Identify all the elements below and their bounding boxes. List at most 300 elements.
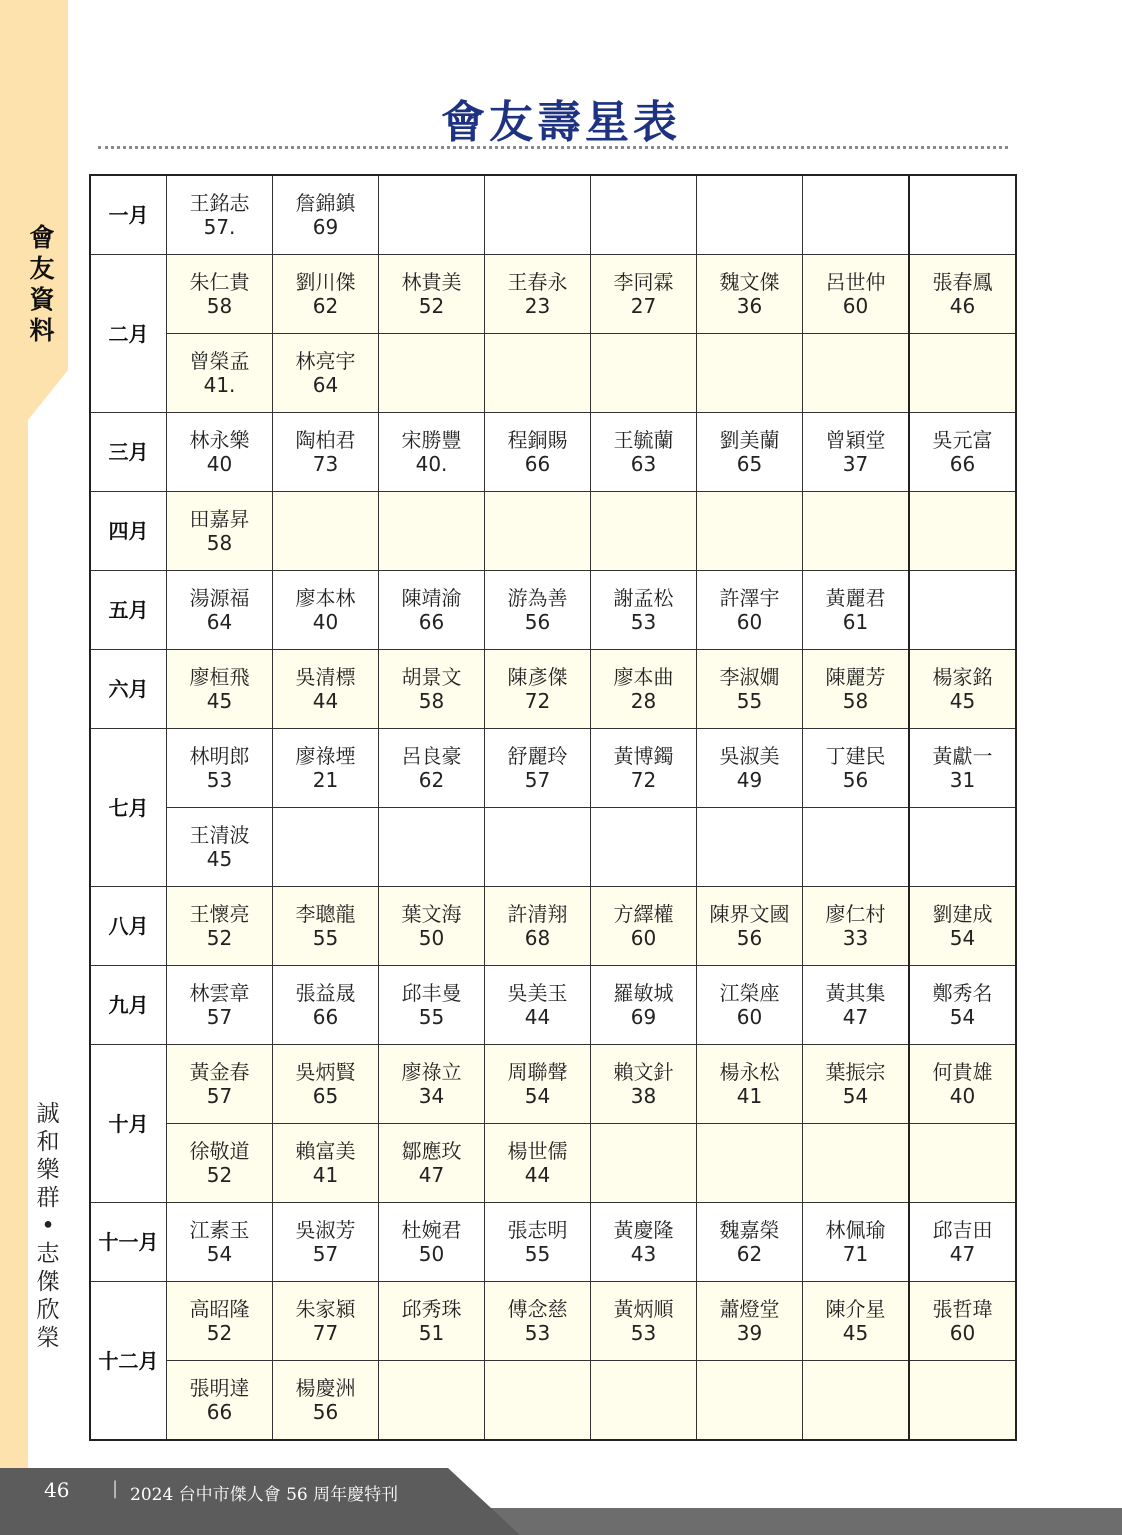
member-cell xyxy=(379,650,485,729)
member-cell xyxy=(273,1361,379,1441)
member-name: 黃麗君 xyxy=(825,586,886,610)
member-cell xyxy=(485,571,591,650)
member-cell xyxy=(803,1282,910,1361)
member-cell xyxy=(591,413,697,492)
member-cell xyxy=(803,887,910,966)
member-age: 41. xyxy=(203,373,236,397)
empty-cell xyxy=(697,808,803,887)
member-age: 62 xyxy=(418,768,445,792)
member-name: 王毓蘭 xyxy=(613,428,674,452)
member-name: 程銅賜 xyxy=(507,428,568,452)
table-row xyxy=(90,808,1016,887)
member-name: 方繹權 xyxy=(613,902,674,926)
member-cell xyxy=(485,1203,591,1282)
member-name: 邱吉田 xyxy=(932,1218,993,1242)
member-age: 57 xyxy=(312,1242,339,1266)
member-name: 楊慶洲 xyxy=(295,1376,356,1400)
motto-char: 欣 xyxy=(36,1297,60,1323)
member-name: 何貴雄 xyxy=(932,1060,993,1084)
member-cell xyxy=(167,413,273,492)
member-age: 53 xyxy=(630,610,657,634)
member-name: 張明達 xyxy=(189,1376,250,1400)
member-cell xyxy=(803,413,910,492)
member-age: 43 xyxy=(630,1242,657,1266)
table-row xyxy=(90,729,1016,808)
member-cell xyxy=(379,1045,485,1124)
member-name: 楊家銘 xyxy=(932,665,993,689)
month-label: 十二月 xyxy=(90,1282,167,1441)
motto-char: 樂 xyxy=(36,1157,60,1183)
month-label: 九月 xyxy=(90,966,167,1045)
member-name: 許澤宇 xyxy=(719,586,780,610)
member-name: 劉美蘭 xyxy=(719,428,780,452)
member-cell xyxy=(167,887,273,966)
member-age: 55 xyxy=(736,689,763,713)
member-age: 54 xyxy=(206,1242,233,1266)
member-age: 62 xyxy=(736,1242,763,1266)
member-cell xyxy=(909,1045,1016,1124)
member-cell xyxy=(697,887,803,966)
table-row xyxy=(90,1124,1016,1203)
empty-cell xyxy=(591,1124,697,1203)
member-age: 31 xyxy=(949,768,976,792)
member-cell xyxy=(273,966,379,1045)
member-name: 吳元富 xyxy=(932,428,993,452)
member-age: 47 xyxy=(949,1242,976,1266)
member-age: 66 xyxy=(524,452,551,476)
member-name: 張春鳳 xyxy=(932,270,993,294)
member-cell xyxy=(167,255,273,334)
member-cell xyxy=(273,650,379,729)
member-age: 71 xyxy=(842,1242,869,1266)
month-label: 十月 xyxy=(90,1045,167,1203)
member-name: 賴富美 xyxy=(295,1139,356,1163)
member-age: 40 xyxy=(312,610,339,634)
member-age: 57 xyxy=(524,768,551,792)
member-age: 56 xyxy=(842,768,869,792)
member-name: 林明郎 xyxy=(189,744,250,768)
member-age: 50 xyxy=(418,1242,445,1266)
member-cell xyxy=(803,1045,910,1124)
member-age: 37 xyxy=(842,452,869,476)
member-cell xyxy=(591,1045,697,1124)
member-cell xyxy=(803,571,910,650)
member-age: 58 xyxy=(418,689,445,713)
member-name: 李聰龍 xyxy=(295,902,356,926)
member-cell xyxy=(379,255,485,334)
empty-cell xyxy=(909,334,1016,413)
member-age: 53 xyxy=(630,1321,657,1345)
member-age: 45 xyxy=(206,689,233,713)
member-name: 魏嘉榮 xyxy=(719,1218,780,1242)
member-name: 吳炳賢 xyxy=(295,1060,356,1084)
member-name: 張志明 xyxy=(507,1218,568,1242)
member-cell xyxy=(167,1361,273,1441)
member-age: 56 xyxy=(312,1400,339,1424)
empty-cell xyxy=(697,1124,803,1203)
member-age: 52 xyxy=(206,1321,233,1345)
member-name: 曾穎堂 xyxy=(825,428,886,452)
member-cell xyxy=(167,571,273,650)
member-cell xyxy=(273,255,379,334)
member-age: 54 xyxy=(949,1005,976,1029)
table-row xyxy=(90,255,1016,334)
member-name: 湯源福 xyxy=(189,586,250,610)
member-name: 陳麗芳 xyxy=(825,665,886,689)
member-cell xyxy=(379,729,485,808)
member-name: 游為善 xyxy=(507,586,568,610)
table-row xyxy=(90,1361,1016,1441)
member-age: 55 xyxy=(418,1005,445,1029)
empty-cell xyxy=(697,1361,803,1441)
member-name: 黃獻一 xyxy=(932,744,993,768)
member-age: 64 xyxy=(206,610,233,634)
member-name: 張哲瑋 xyxy=(932,1297,993,1321)
member-age: 23 xyxy=(524,294,551,318)
member-age: 41 xyxy=(312,1163,339,1187)
member-cell xyxy=(167,729,273,808)
member-cell xyxy=(485,1282,591,1361)
member-cell xyxy=(379,1282,485,1361)
member-name: 陶柏君 xyxy=(295,428,356,452)
member-age: 55 xyxy=(524,1242,551,1266)
member-name: 江榮座 xyxy=(719,981,780,1005)
member-name: 吳清標 xyxy=(295,665,356,689)
month-label: 四月 xyxy=(90,492,167,571)
member-cell xyxy=(167,966,273,1045)
member-age: 58 xyxy=(842,689,869,713)
member-age: 57 xyxy=(206,1084,233,1108)
footer-separator: | xyxy=(112,1478,119,1499)
empty-cell xyxy=(909,1361,1016,1441)
member-cell xyxy=(273,1282,379,1361)
member-name: 詹錦鎮 xyxy=(295,191,356,215)
member-name: 陳靖渝 xyxy=(401,586,462,610)
member-age: 21 xyxy=(312,768,339,792)
member-name: 蕭燈堂 xyxy=(719,1297,780,1321)
member-name: 舒麗玲 xyxy=(507,744,568,768)
member-age: 44 xyxy=(312,689,339,713)
empty-cell xyxy=(379,808,485,887)
motto-char: 志 xyxy=(36,1241,60,1267)
member-name: 楊世儒 xyxy=(507,1139,568,1163)
member-age: 53 xyxy=(524,1321,551,1345)
member-name: 林佩瑜 xyxy=(825,1218,886,1242)
member-name: 杜婉君 xyxy=(401,1218,462,1242)
empty-cell xyxy=(803,175,910,255)
member-cell xyxy=(485,255,591,334)
member-age: 56 xyxy=(736,926,763,950)
table-row xyxy=(90,887,1016,966)
member-age: 63 xyxy=(630,452,657,476)
empty-cell xyxy=(485,1361,591,1441)
member-cell xyxy=(485,729,591,808)
member-age: 40 xyxy=(206,452,233,476)
member-cell xyxy=(803,255,910,334)
empty-cell xyxy=(909,492,1016,571)
member-name: 王銘志 xyxy=(189,191,250,215)
member-cell xyxy=(803,729,910,808)
member-cell xyxy=(697,1282,803,1361)
empty-cell xyxy=(485,334,591,413)
member-age: 47 xyxy=(842,1005,869,1029)
member-cell xyxy=(273,1045,379,1124)
publication-title: 2024 台中市傑人會 56 周年慶特刊 xyxy=(130,1485,399,1505)
empty-cell xyxy=(909,1124,1016,1203)
member-cell xyxy=(273,175,379,255)
member-age: 60 xyxy=(736,610,763,634)
member-cell xyxy=(591,255,697,334)
member-cell xyxy=(697,1203,803,1282)
member-name: 廖仁村 xyxy=(825,902,886,926)
member-cell xyxy=(167,1124,273,1203)
table-row xyxy=(90,492,1016,571)
member-age: 52 xyxy=(418,294,445,318)
table-row xyxy=(90,334,1016,413)
member-name: 李淑嫺 xyxy=(719,665,780,689)
member-age: 40 xyxy=(949,1084,976,1108)
member-name: 許清翔 xyxy=(507,902,568,926)
member-age: 60 xyxy=(842,294,869,318)
member-name: 李同霖 xyxy=(613,270,674,294)
member-name: 陳彥傑 xyxy=(507,665,568,689)
member-name: 王清波 xyxy=(189,823,250,847)
member-cell xyxy=(167,808,273,887)
member-name: 廖祿立 xyxy=(401,1060,462,1084)
member-age: 28 xyxy=(630,689,657,713)
member-cell xyxy=(167,650,273,729)
member-age: 73 xyxy=(312,452,339,476)
member-cell xyxy=(697,255,803,334)
member-name: 廖祿堙 xyxy=(295,744,356,768)
member-name: 徐敬道 xyxy=(189,1139,250,1163)
member-cell xyxy=(591,887,697,966)
member-name: 廖桓飛 xyxy=(189,665,250,689)
member-cell xyxy=(379,887,485,966)
empty-cell xyxy=(591,1361,697,1441)
member-name: 林雲章 xyxy=(189,981,250,1005)
member-name: 鄒應玫 xyxy=(401,1139,462,1163)
member-cell xyxy=(909,966,1016,1045)
member-age: 64 xyxy=(312,373,339,397)
member-age: 34 xyxy=(418,1084,445,1108)
motto-char: 和 xyxy=(36,1129,60,1155)
member-cell xyxy=(697,729,803,808)
empty-cell xyxy=(909,571,1016,650)
member-name: 宋勝豐 xyxy=(401,428,462,452)
member-age: 77 xyxy=(312,1321,339,1345)
member-age: 72 xyxy=(630,768,657,792)
member-age: 54 xyxy=(842,1084,869,1108)
member-age: 46 xyxy=(949,294,976,318)
table-row xyxy=(90,571,1016,650)
empty-cell xyxy=(379,175,485,255)
month-label: 三月 xyxy=(90,413,167,492)
member-name: 吳淑芳 xyxy=(295,1218,356,1242)
member-cell xyxy=(167,175,273,255)
member-cell xyxy=(909,650,1016,729)
member-age: 54 xyxy=(949,926,976,950)
empty-cell xyxy=(485,808,591,887)
member-cell xyxy=(697,1045,803,1124)
member-cell xyxy=(379,413,485,492)
table-row xyxy=(90,1282,1016,1361)
member-age: 65 xyxy=(736,452,763,476)
member-age: 66 xyxy=(949,452,976,476)
member-name: 朱家潁 xyxy=(295,1297,356,1321)
member-name: 丁建民 xyxy=(825,744,886,768)
table-row xyxy=(90,175,1016,255)
member-name: 胡景文 xyxy=(401,665,462,689)
member-age: 69 xyxy=(630,1005,657,1029)
member-age: 45 xyxy=(949,689,976,713)
month-label: 八月 xyxy=(90,887,167,966)
member-cell xyxy=(591,650,697,729)
page-number: 46 xyxy=(44,1478,70,1502)
member-cell xyxy=(485,1124,591,1203)
member-name: 邱秀珠 xyxy=(401,1297,462,1321)
member-name: 劉建成 xyxy=(932,902,993,926)
empty-cell xyxy=(591,175,697,255)
empty-cell xyxy=(379,334,485,413)
member-name: 朱仁貴 xyxy=(189,270,250,294)
section-label: 會友資料 xyxy=(29,223,55,345)
empty-cell xyxy=(379,492,485,571)
member-age: 36 xyxy=(736,294,763,318)
member-name: 吳美玉 xyxy=(507,981,568,1005)
empty-cell xyxy=(697,492,803,571)
member-age: 55 xyxy=(312,926,339,950)
member-cell xyxy=(273,413,379,492)
member-age: 27 xyxy=(630,294,657,318)
section-tab xyxy=(0,0,68,420)
motto-char: • xyxy=(41,1213,55,1239)
motto-char: 誠 xyxy=(36,1101,60,1127)
member-name: 黃金春 xyxy=(189,1060,250,1084)
member-cell xyxy=(909,1203,1016,1282)
member-cell xyxy=(697,571,803,650)
member-cell xyxy=(591,966,697,1045)
member-name: 呂世仲 xyxy=(825,270,886,294)
member-cell xyxy=(167,334,273,413)
member-name: 王懷亮 xyxy=(189,902,250,926)
member-age: 53 xyxy=(206,768,233,792)
empty-cell xyxy=(273,808,379,887)
member-age: 58 xyxy=(206,531,233,555)
month-label: 七月 xyxy=(90,729,167,887)
member-cell xyxy=(273,334,379,413)
empty-cell xyxy=(379,1361,485,1441)
member-cell xyxy=(273,887,379,966)
member-name: 傅念慈 xyxy=(507,1297,568,1321)
member-cell xyxy=(485,413,591,492)
member-cell xyxy=(697,650,803,729)
table-row xyxy=(90,966,1016,1045)
member-cell xyxy=(591,1282,697,1361)
member-name: 張益晟 xyxy=(295,981,356,1005)
member-name: 江素玉 xyxy=(189,1218,250,1242)
member-cell xyxy=(379,571,485,650)
empty-cell xyxy=(697,334,803,413)
member-age: 62 xyxy=(312,294,339,318)
member-name: 陳介星 xyxy=(825,1297,886,1321)
member-name: 魏文傑 xyxy=(719,270,780,294)
member-cell xyxy=(485,887,591,966)
member-cell xyxy=(909,729,1016,808)
member-name: 劉川傑 xyxy=(295,270,356,294)
member-name: 葉文海 xyxy=(401,902,462,926)
member-age: 41 xyxy=(736,1084,763,1108)
member-age: 39 xyxy=(736,1321,763,1345)
member-age: 56 xyxy=(524,610,551,634)
empty-cell xyxy=(803,334,910,413)
member-age: 60 xyxy=(630,926,657,950)
member-cell xyxy=(379,1124,485,1203)
member-name: 林永樂 xyxy=(189,428,250,452)
member-name: 田嘉昇 xyxy=(189,507,250,531)
member-name: 賴文針 xyxy=(613,1060,674,1084)
member-name: 邱丰曼 xyxy=(401,981,462,1005)
member-cell xyxy=(803,650,910,729)
empty-cell xyxy=(803,1361,910,1441)
member-name: 吳淑美 xyxy=(719,744,780,768)
member-name: 謝孟松 xyxy=(613,586,674,610)
empty-cell xyxy=(485,175,591,255)
member-name: 呂良豪 xyxy=(401,744,462,768)
empty-cell xyxy=(803,492,910,571)
member-name: 高昭隆 xyxy=(189,1297,250,1321)
member-name: 黃炳順 xyxy=(613,1297,674,1321)
member-cell xyxy=(909,1282,1016,1361)
table-row xyxy=(90,1203,1016,1282)
empty-cell xyxy=(909,175,1016,255)
page-title: 會友壽星表 xyxy=(441,97,681,148)
member-name: 黃其集 xyxy=(825,981,886,1005)
empty-cell xyxy=(803,1124,910,1203)
member-age: 52 xyxy=(206,926,233,950)
empty-cell xyxy=(273,492,379,571)
member-age: 49 xyxy=(736,768,763,792)
member-name: 黃慶隆 xyxy=(613,1218,674,1242)
member-age: 45 xyxy=(842,1321,869,1345)
member-age: 65 xyxy=(312,1084,339,1108)
empty-cell xyxy=(591,334,697,413)
member-age: 72 xyxy=(524,689,551,713)
member-cell xyxy=(591,1203,697,1282)
member-age: 66 xyxy=(418,610,445,634)
member-cell xyxy=(167,1282,273,1361)
motto xyxy=(28,1100,68,1352)
member-age: 54 xyxy=(524,1084,551,1108)
dotted-divider xyxy=(98,146,1008,149)
month-label: 十一月 xyxy=(90,1203,167,1282)
member-cell xyxy=(485,650,591,729)
month-label: 五月 xyxy=(90,571,167,650)
member-cell xyxy=(167,1203,273,1282)
member-name: 黃博鐲 xyxy=(613,744,674,768)
table-row xyxy=(90,1045,1016,1124)
member-cell xyxy=(273,729,379,808)
member-age: 44 xyxy=(524,1163,551,1187)
member-cell xyxy=(167,492,273,571)
member-cell xyxy=(803,1203,910,1282)
member-name: 廖本林 xyxy=(295,586,356,610)
member-name: 鄭秀名 xyxy=(932,981,993,1005)
empty-cell xyxy=(591,492,697,571)
empty-cell xyxy=(697,175,803,255)
member-name: 廖本曲 xyxy=(613,665,674,689)
member-cell xyxy=(697,413,803,492)
